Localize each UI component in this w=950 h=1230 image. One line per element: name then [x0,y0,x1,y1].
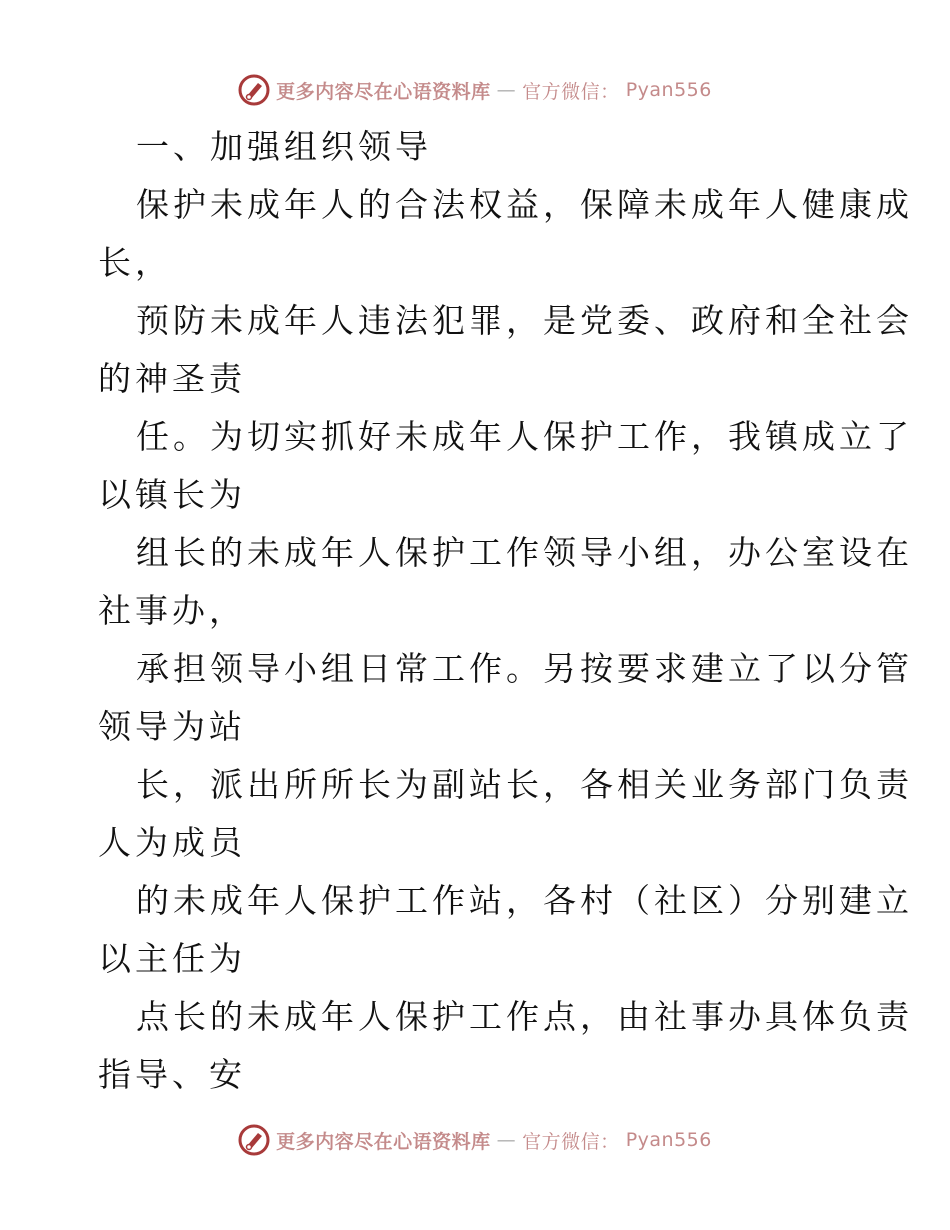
text-line: 社事办， [98,591,246,630]
section-heading: 一、加强组织领导 [136,127,432,166]
text-line: 领导为站 [98,707,246,746]
header-banner-separator: — [496,79,517,101]
header-wechat-label: 官方微信： [522,80,620,103]
text-line: 长，派出所所长为副站长，各相关业务部门负责 [136,765,913,804]
header-banner-content [238,74,712,106]
header-wechat-id: Pyan556 [625,79,712,101]
text-line: 组长的未成年人保护工作领导小组，办公室设在 [136,533,913,572]
text-line: 指导、安 [98,1055,246,1094]
pen-seal-icon [238,1124,270,1156]
pen-seal-icon [238,74,270,106]
footer-banner-separator: — [496,1129,517,1151]
footer-banner [0,1120,950,1160]
document-body [98,118,913,1104]
text-line: 承担领导小组日常工作。另按要求建立了以分管 [136,649,913,688]
text-line: 长， [98,243,172,282]
text-line: 的未成年人保护工作站，各村（社区）分别建立 [136,881,913,920]
footer-wechat-label: 官方微信： [522,1130,620,1153]
text-line: 人为成员 [98,823,246,862]
text-line: 的神圣责 [98,359,246,398]
text-line: 预防未成年人违法犯罪，是党委、政府和全社会 [136,301,913,340]
text-line: 以镇长为 [98,475,246,514]
text-line: 任。为切实抓好未成年人保护工作，我镇成立了 [136,417,913,456]
text-line: 以主任为 [98,939,246,978]
header-banner-text: 更多内容尽在心语资料库 [276,80,491,103]
footer-banner-content [238,1124,712,1156]
text-line: 点长的未成年人保护工作点，由社事办具体负责 [136,997,913,1036]
text-line: 保护未成年人的合法权益，保障未成年人健康成 [136,185,913,224]
header-banner [0,70,950,110]
footer-banner-text: 更多内容尽在心语资料库 [276,1130,491,1153]
footer-wechat-id: Pyan556 [625,1129,712,1151]
